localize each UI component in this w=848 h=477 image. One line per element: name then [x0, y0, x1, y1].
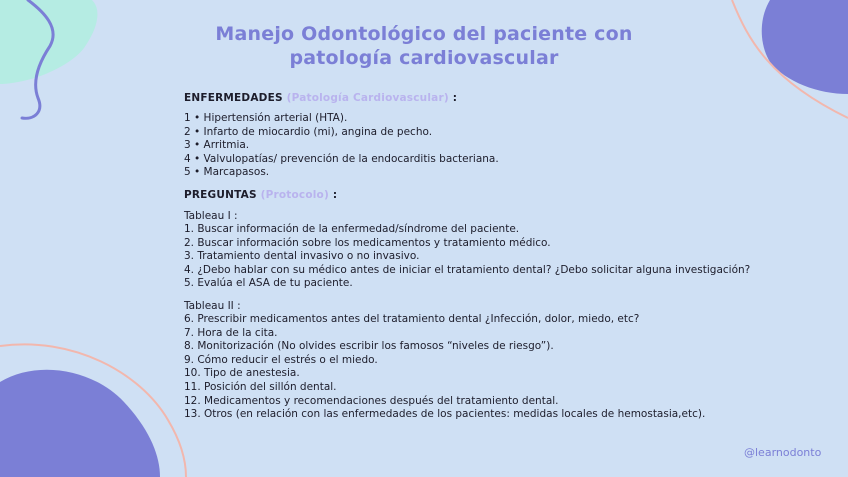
- purple-blob-bottom-left: [0, 370, 160, 477]
- enfermedades-heading: [184, 90, 804, 106]
- title-line-2: patología cardiovascular: [289, 47, 559, 69]
- enfermedades-list: [184, 112, 804, 180]
- enfermedades-highlight: (Patología Cardiovascular): [286, 92, 449, 104]
- list-item: 4. ¿Debo hablar con su médico antes de iniciar el tratamiento dental? ¿Debo solicitar alguna investigación?: [184, 263, 751, 276]
- list-item: 13. Otros (en relación con las enfermedades de los pacientes: medidas locales de hemostasia,etc).: [184, 408, 706, 421]
- list-item: 1. Buscar información de la enfermedad/síndrome del paciente.: [184, 222, 520, 235]
- tableau-1-label: Tableau I :: [184, 209, 238, 222]
- list-item: 3. Tratamiento dental invasivo o no invasivo.: [184, 250, 420, 263]
- list-item: 2. Buscar información sobre los medicamentos y tratamiento médico.: [184, 236, 551, 249]
- list-item: 10. Tipo de anestesia.: [184, 367, 300, 380]
- tableau-2-list: [184, 313, 804, 422]
- preguntas-heading: [184, 187, 804, 203]
- purple-blob-top-right: [762, 0, 848, 94]
- list-item: 1 • Hipertensión arterial (HTA).: [184, 112, 348, 124]
- social-handle: @learnodonto: [744, 446, 822, 459]
- list-item: 3 • Arritmia.: [184, 139, 250, 152]
- content-body: [184, 90, 804, 422]
- enfermedades-label: ENFERMEDADES: [184, 92, 283, 104]
- preguntas-highlight: (Protocolo): [260, 188, 329, 201]
- list-item: 8. Monitorización (No olvides escribir los famosos “niveles de riesgo”).: [184, 340, 554, 353]
- list-item: 5 • Marcapasos.: [184, 166, 270, 179]
- enfermedades-suffix: :: [452, 92, 458, 104]
- list-item: 9. Cómo reducir el estrés o el miedo.: [184, 353, 378, 366]
- list-item: 7. Hora de la cita.: [184, 326, 278, 339]
- tableau-1-list: [184, 223, 804, 291]
- list-item: 12. Medicamentos y recomendaciones después del tratamiento dental.: [184, 394, 559, 407]
- list-item: 4 • Valvulopatías/ prevención de la endocarditis bacteriana.: [184, 152, 499, 165]
- list-item: 11. Posición del sillón dental.: [184, 380, 337, 393]
- title-line-1: Manejo Odontológico del paciente con: [215, 23, 633, 45]
- page-title: [150, 22, 698, 70]
- tableau-2-label: Tableau II :: [184, 299, 241, 312]
- list-item: 2 • Infarto de miocardio (mi), angina de pecho.: [184, 125, 433, 138]
- list-item: 5. Evalúa el ASA de tu paciente.: [184, 277, 353, 290]
- mint-blob-top-left: [0, 0, 97, 84]
- preguntas-suffix: :: [332, 188, 338, 201]
- preguntas-label: PREGUNTAS: [184, 188, 257, 201]
- list-item: 6. Prescribir medicamentos antes del tratamiento dental ¿Infección, dolor, miedo, etc?: [184, 312, 640, 325]
